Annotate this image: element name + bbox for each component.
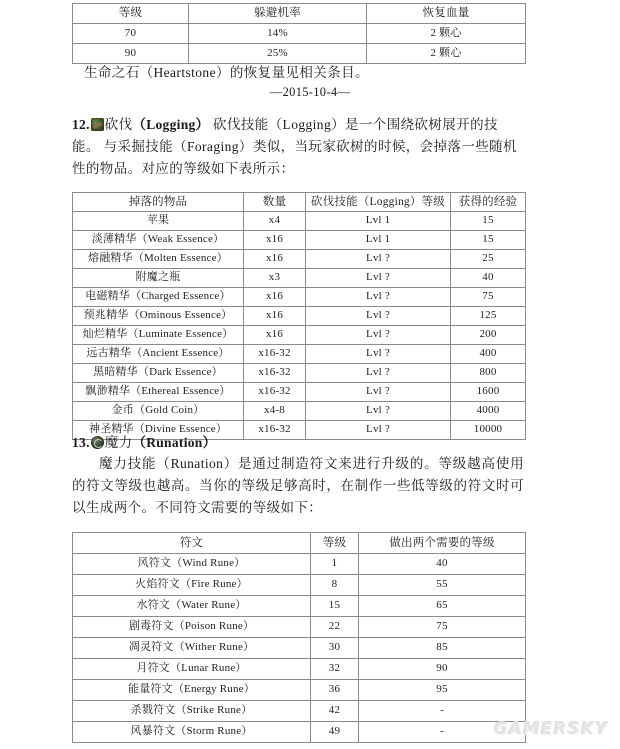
logging-skill-icon xyxy=(91,118,104,131)
cell-double-level: 55 xyxy=(359,575,526,596)
cell-skill-level: Lvl ? xyxy=(306,269,451,288)
cell-drop-item: 苹果 xyxy=(73,212,244,231)
cell-skill-level: Lvl ? xyxy=(306,421,451,440)
cell-drop-item: 灿烂精华（Luminate Essence） xyxy=(73,326,244,345)
column-header-dodge-chance: 躲避机率 xyxy=(189,4,367,24)
cell-rune: 能量符文（Energy Rune） xyxy=(73,680,311,701)
cell-quantity: x3 xyxy=(244,269,306,288)
column-header-drop-item: 掉落的物品 xyxy=(73,193,244,212)
section-title-cn: 砍伐 xyxy=(104,117,133,132)
cell-drop-item: 淡薄精华（Weak Essence） xyxy=(73,231,244,250)
cell-quantity: x4 xyxy=(244,212,306,231)
cell-rune: 水符文（Water Rune） xyxy=(73,596,311,617)
cell-double-level: 90 xyxy=(359,659,526,680)
cell-experience: 1600 xyxy=(451,383,526,402)
column-header-heal-amount: 恢复血量 xyxy=(367,4,526,24)
cell-heal-amount: 2 颗心 xyxy=(367,44,526,64)
heartstone-note: 生命之石（Heartstone）的恢复量见相关条目。 xyxy=(84,65,369,80)
cell-skill-level: Lvl ? xyxy=(306,288,451,307)
cell-rune: 风暴符文（Storm Rune） xyxy=(73,722,311,743)
cell-double-level: - xyxy=(359,701,526,722)
cell-skill-level: Lvl ? xyxy=(306,383,451,402)
section-runation-body: 魔力技能（Runation）是通过制造符文来进行升级的。等级越高使用的符文等级也越高。当你的等级足够高时，在制作一些低等级的符文时可以生成两个。不同符文需要的等级如下： xyxy=(72,456,524,515)
cell-experience: 125 xyxy=(451,307,526,326)
cell-level: 32 xyxy=(311,659,359,680)
gamersky-watermark: GAMERSKY xyxy=(493,719,608,739)
column-header-skill-level: 砍伐技能（Logging）等级 xyxy=(306,193,451,212)
cell-drop-item: 金币（Gold Coin） xyxy=(73,402,244,421)
table-header-row xyxy=(73,4,526,24)
table-row xyxy=(73,250,526,269)
cell-drop-item: 黑暗精华（Dark Essence） xyxy=(73,364,244,383)
dodge-heal-table xyxy=(72,3,526,64)
cell-rune: 火焰符文（Fire Rune） xyxy=(73,575,311,596)
table-row xyxy=(73,638,526,659)
cell-skill-level: Lvl ? xyxy=(306,364,451,383)
cell-experience: 15 xyxy=(451,212,526,231)
rune-levels-table xyxy=(72,532,526,743)
cell-level: 1 xyxy=(311,554,359,575)
cell-experience: 800 xyxy=(451,364,526,383)
section-logging-body: 砍伐技能（Logging）是一个围绕砍树展开的技能。 与采掘技能（Foraging）类似，当玩家砍树的时候，会掉落一些随机性的物品。对应的等级如下表所示： xyxy=(72,117,517,176)
column-header-experience: 获得的经验 xyxy=(451,193,526,212)
table-row xyxy=(73,44,526,64)
cell-double-level: 85 xyxy=(359,638,526,659)
section-title-en: （Runation） xyxy=(132,435,217,450)
cell-quantity: x16 xyxy=(244,326,306,345)
cell-quantity: x16-32 xyxy=(244,345,306,364)
cell-double-level: 75 xyxy=(359,617,526,638)
column-header-quantity: 数量 xyxy=(244,193,306,212)
table-row xyxy=(73,231,526,250)
cell-experience: 200 xyxy=(451,326,526,345)
cell-rune: 杀戮符文（Strike Rune） xyxy=(73,701,311,722)
runation-skill-icon xyxy=(91,436,104,449)
table-row xyxy=(73,364,526,383)
cell-skill-level: Lvl ? xyxy=(306,307,451,326)
section-number: 12. xyxy=(72,117,90,132)
cell-double-level: 65 xyxy=(359,596,526,617)
table-row xyxy=(73,307,526,326)
section-logging-heading xyxy=(72,114,524,180)
table-row xyxy=(73,212,526,231)
section-runation xyxy=(72,432,524,519)
cell-skill-level: Lvl ? xyxy=(306,402,451,421)
table-row xyxy=(73,345,526,364)
cell-experience: 400 xyxy=(451,345,526,364)
column-header-level: 等级 xyxy=(73,4,189,24)
cell-level: 70 xyxy=(73,24,189,44)
cell-experience: 10000 xyxy=(451,421,526,440)
table-row xyxy=(73,24,526,44)
table-row xyxy=(73,554,526,575)
cell-level: 36 xyxy=(311,680,359,701)
cell-level: 49 xyxy=(311,722,359,743)
cell-rune: 风符文（Wind Rune） xyxy=(73,554,311,575)
cell-level: 42 xyxy=(311,701,359,722)
cell-dodge-chance: 14% xyxy=(189,24,367,44)
cell-quantity: x16 xyxy=(244,288,306,307)
cell-drop-item: 飘渺精华（Ethereal Essence） xyxy=(73,383,244,402)
table-header-row xyxy=(73,533,526,554)
cell-skill-level: Lvl 1 xyxy=(306,231,451,250)
cell-level: 8 xyxy=(311,575,359,596)
cell-double-level: 95 xyxy=(359,680,526,701)
section-number: 13. xyxy=(72,435,90,450)
section-title-cn: 魔力 xyxy=(104,435,133,450)
table-header-row xyxy=(73,193,526,212)
table-row xyxy=(73,680,526,701)
cell-drop-item: 预兆精华（Ominous Essence） xyxy=(73,307,244,326)
cell-double-level: 40 xyxy=(359,554,526,575)
cell-drop-item: 神圣精华（Divine Essence） xyxy=(73,421,244,440)
cell-drop-item: 熔融精华（Molten Essence） xyxy=(73,250,244,269)
column-header-rune: 符文 xyxy=(73,533,311,554)
cell-dodge-chance: 25% xyxy=(189,44,367,64)
cell-quantity: x16-32 xyxy=(244,383,306,402)
cell-quantity: x16-32 xyxy=(244,421,306,440)
cell-level: 22 xyxy=(311,617,359,638)
table-row xyxy=(73,575,526,596)
table-row xyxy=(73,722,526,743)
date-separator: —2015-10-4— xyxy=(269,85,351,99)
cell-rune: 凋灵符文（Wither Rune） xyxy=(73,638,311,659)
cell-rune: 剧毒符文（Poison Rune） xyxy=(73,617,311,638)
cell-experience: 15 xyxy=(451,231,526,250)
column-header-double-level: 做出两个需要的等级 xyxy=(359,533,526,554)
cell-quantity: x16 xyxy=(244,250,306,269)
cell-experience: 4000 xyxy=(451,402,526,421)
cell-level: 90 xyxy=(73,44,189,64)
cell-skill-level: Lvl ? xyxy=(306,326,451,345)
cell-drop-item: 附魔之瓶 xyxy=(73,269,244,288)
cell-skill-level: Lvl ? xyxy=(306,345,451,364)
table-row xyxy=(73,326,526,345)
cell-quantity: x16 xyxy=(244,307,306,326)
cell-drop-item: 远古精华（Ancient Essence） xyxy=(73,345,244,364)
section-runation-heading xyxy=(72,432,524,453)
cell-level: 30 xyxy=(311,638,359,659)
table-row xyxy=(73,701,526,722)
table-row xyxy=(73,383,526,402)
cell-double-level: - xyxy=(359,722,526,743)
table-row xyxy=(73,617,526,638)
cell-drop-item: 电磁精华（Charged Essence） xyxy=(73,288,244,307)
cell-quantity: x16-32 xyxy=(244,364,306,383)
section-logging xyxy=(72,114,524,180)
cell-rune: 月符文（Lunar Rune） xyxy=(73,659,311,680)
section-title-en: （Logging） xyxy=(132,117,210,132)
logging-drops-table xyxy=(72,192,526,440)
cell-heal-amount: 2 颗心 xyxy=(367,24,526,44)
table-row xyxy=(73,596,526,617)
cell-skill-level: Lvl ? xyxy=(306,250,451,269)
cell-experience: 40 xyxy=(451,269,526,288)
column-header-level: 等级 xyxy=(311,533,359,554)
cell-experience: 25 xyxy=(451,250,526,269)
cell-quantity: x4-8 xyxy=(244,402,306,421)
cell-level: 15 xyxy=(311,596,359,617)
cell-quantity: x16 xyxy=(244,231,306,250)
table-row xyxy=(73,659,526,680)
cell-experience: 75 xyxy=(451,288,526,307)
table-row xyxy=(73,288,526,307)
cell-skill-level: Lvl 1 xyxy=(306,212,451,231)
table-row xyxy=(73,269,526,288)
table-row xyxy=(73,402,526,421)
